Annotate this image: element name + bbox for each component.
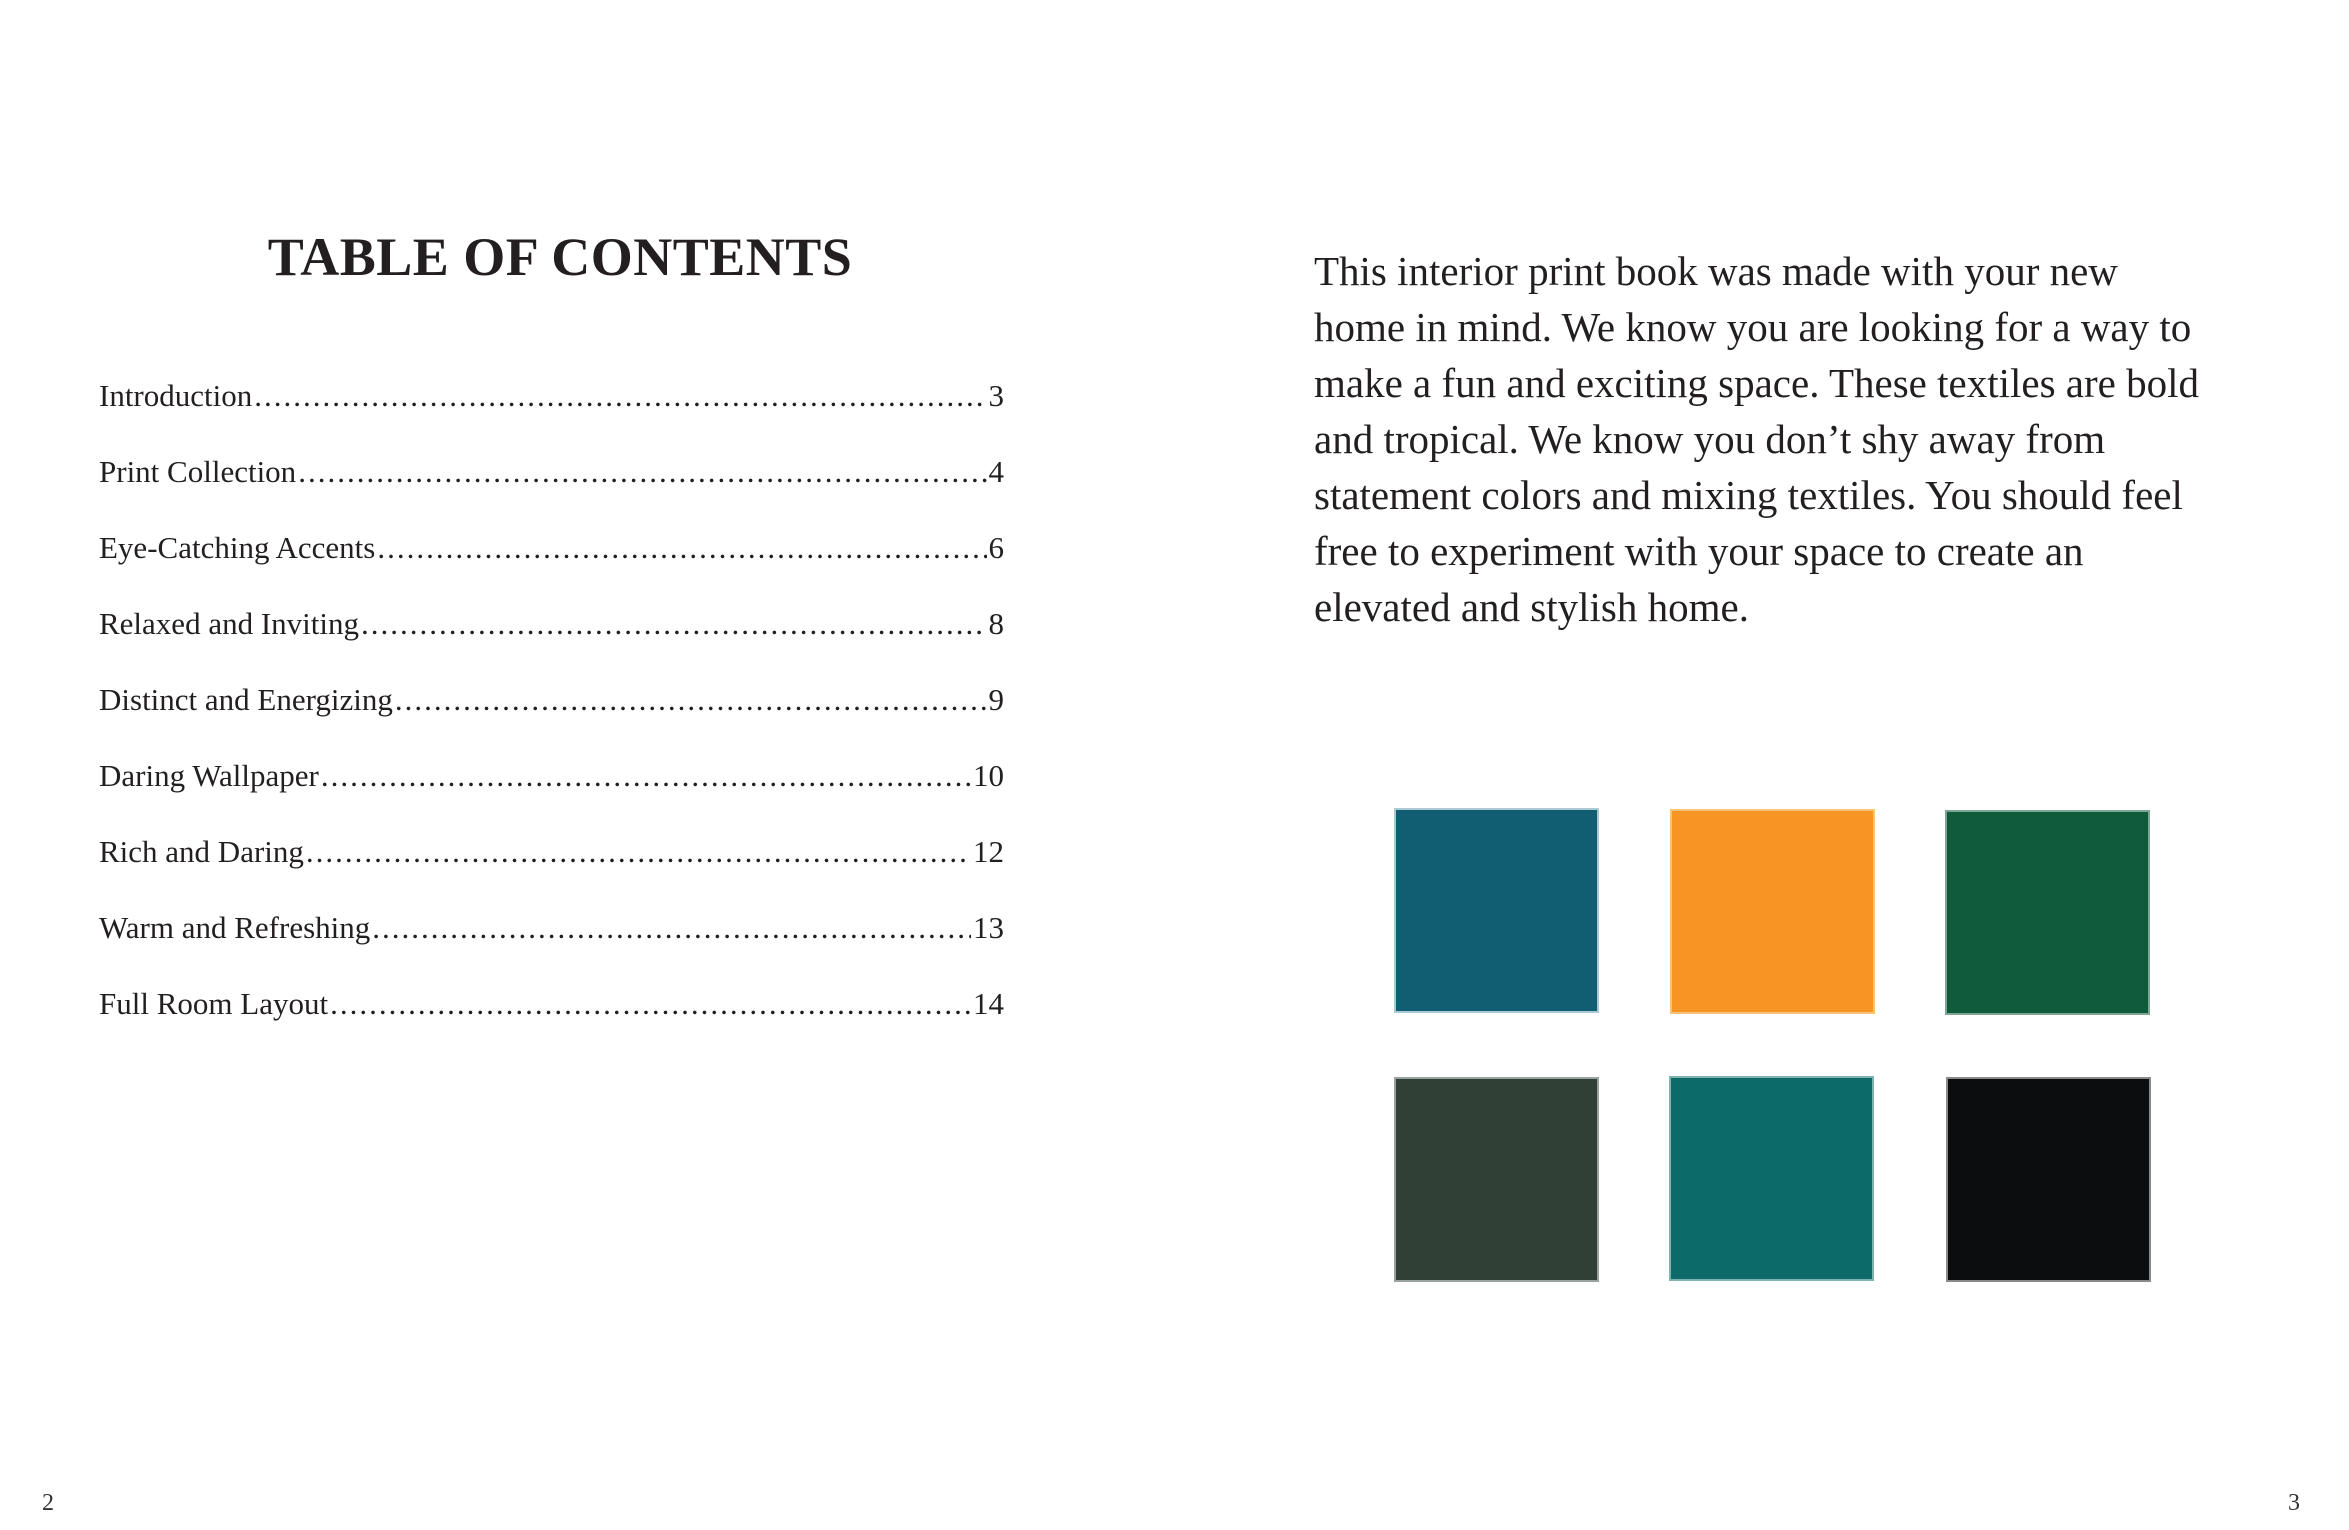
toc-entry-page: 13 (973, 910, 1004, 945)
color-swatch-dark-green (1394, 1077, 1599, 1282)
color-swatch-teal (1669, 1076, 1874, 1281)
toc-entry (99, 682, 1004, 758)
toc-entry-label: Introduction (99, 378, 253, 413)
left-page (0, 0, 1174, 1530)
toc-entry (99, 378, 1004, 454)
color-swatch-orange (1670, 809, 1875, 1014)
color-swatch-black (1946, 1077, 2151, 1282)
toc-entry-page: 8 (988, 606, 1004, 641)
toc-entry-label: Relaxed and Inviting (99, 606, 359, 641)
toc-entry (99, 606, 1004, 682)
color-swatch-forest-green (1945, 810, 2150, 1015)
toc-entry-label: Print Collection (99, 454, 297, 489)
toc-entry-leader (377, 530, 986, 566)
toc-entry-label: Rich and Daring (99, 834, 304, 869)
toc-entry-leader (361, 606, 987, 642)
right-page (1174, 0, 2349, 1530)
toc-entry-label: Full Room Layout (99, 986, 329, 1021)
toc-entry-label: Daring Wallpaper (99, 758, 319, 793)
toc-entry (99, 986, 1004, 1062)
toc-entry-leader (321, 758, 971, 794)
toc-entry (99, 454, 1004, 530)
toc-entry-leader (395, 682, 987, 718)
toc-entry-page: 10 (973, 758, 1004, 793)
toc-entry-label: Distinct and Energizing (99, 682, 393, 717)
toc-entry (99, 910, 1004, 986)
toc-entry-leader (298, 454, 986, 490)
toc-entry (99, 758, 1004, 834)
toc-title: TABLE OF CONTENTS (267, 227, 853, 287)
page-number: 2 (42, 1490, 54, 1516)
toc-entry-leader (306, 834, 971, 870)
toc-entry (99, 834, 1004, 910)
toc-entry-page: 3 (988, 378, 1004, 413)
toc-entry-leader (372, 910, 971, 946)
toc-entry-page: 6 (988, 530, 1004, 565)
toc-entry-page: 9 (988, 682, 1004, 717)
toc-list (99, 378, 1004, 1062)
color-swatch-teal-blue (1394, 808, 1599, 1013)
toc-entry-leader (330, 986, 971, 1022)
toc-entry-label: Warm and Refreshing (99, 910, 371, 945)
toc-entry-page: 12 (973, 834, 1004, 869)
toc-entry-page: 4 (988, 454, 1004, 489)
toc-entry-page: 14 (973, 986, 1004, 1021)
toc-entry-leader (254, 378, 986, 414)
toc-entry (99, 530, 1004, 606)
intro-paragraph: This interior print book was made with your new home in mind. We know you are looking for a way to make a fun and exciting space. These textiles are bold and tropical. We know you don’t shy away from statement colors and mixing textiles. You should feel free to experiment with your space to create an elevated and stylish home. (1314, 248, 2199, 630)
page-number: 3 (2288, 1490, 2300, 1516)
toc-entry-label: Eye-Catching Accents (99, 530, 376, 565)
